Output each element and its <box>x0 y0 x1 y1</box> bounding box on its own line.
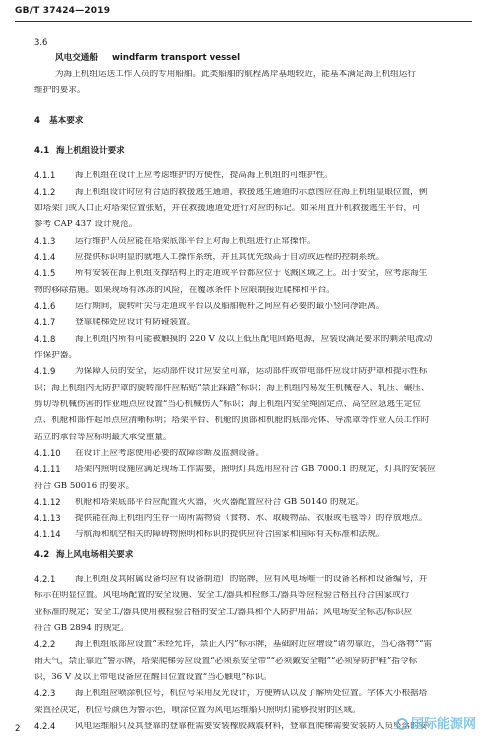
clause-text: 符合 GB 2894 的规定。 <box>34 624 129 633</box>
clause-text: 架直径决定，机位号颜色为警示色，喷涂位置为风电运维船只照明灯能够投射的区域。 <box>34 706 361 715</box>
clause-number: 4.1.10 <box>34 448 61 458</box>
clause-number: 4.1.12 <box>34 497 61 507</box>
clause-number: 4.1.5 <box>34 268 56 278</box>
term-title-zh: 风电交通船 <box>55 53 98 63</box>
section-number: 4 <box>34 116 40 126</box>
clause-text: 海上机组及其附属设备均应有设备制造厂的铭牌，应有风电场唯一的设备名称和设备编号，并 <box>75 575 428 584</box>
clause-number: 4.2.1 <box>34 574 56 584</box>
clause-number: 4.1.14 <box>34 529 61 539</box>
clause-text: 风电运维船只及其登靠的登靠桩需要安装橡胶减震材料，登靠直爬梯需要安装防人员坠落的安 <box>75 722 428 731</box>
clause-text: 物的移除措施。如果现场有冰冻的风险，在覆冰条件下应限制接近爬梯和平台。 <box>34 286 335 295</box>
clause-text: 业标准的规定；安全工/器具使用被检验合格的安全工/器具和个人防护用品；风电场安全标志/标识应 <box>34 608 413 617</box>
clause-number: 4.1.1 <box>34 170 56 180</box>
clause-text: 海上机组底部应设置“未经允许，禁止入内”标示牌，基础附近应增设“请勿靠近，当心落物”“雷 <box>75 640 433 649</box>
section-title: 海上机组设计要求 <box>56 146 125 156</box>
watermark-logo <box>396 718 476 731</box>
clause-text: 为保障人员的安全，运动部件设计应安全可靠，运动部件或带电部件应设计防护罩和提示性标 <box>75 367 428 376</box>
clause-text: 运行维护人员应能在塔架底部平台上对海上机组进行正常操作。 <box>75 237 316 246</box>
clause-number: 4.1.8 <box>34 334 56 344</box>
clause-text: 所有安装在海上机组支撑结构上的走道或平台都应位于飞溅区域之上。出于安全，应考虑海生 <box>75 269 428 278</box>
clause-number: 4.1.7 <box>34 317 56 327</box>
clause-text: 海上机组应喷涂机位号，机位号采用反光设计，方便辨认以及了解所处位置。字体大小根据塔 <box>75 689 428 698</box>
term-number: 3.6 <box>34 37 48 47</box>
clause-number: 4.1.11 <box>34 464 61 474</box>
clause-number: 4.1.13 <box>34 513 61 523</box>
clause-number: 4.2.4 <box>34 721 56 731</box>
clause-text: 运行期间，旋转叶尖与走道或平台以及船舶桅杆之间应有必要的最小竖向净距离。 <box>75 302 385 311</box>
clause-number: 4.2.3 <box>34 688 56 698</box>
clause-text: 符合 GB 50016 的要求。 <box>34 482 135 491</box>
clause-text: 识；海上机组内无防护罩的旋转部件应粘贴“禁止踩踏”标识；海上机组内易发生机械卷入、轧压、碾压、 <box>34 384 430 393</box>
clause-text: 如塔架门或人口正对塔架位置张贴，并在救援通道处进行对应的标记。如采用直升机救援逃生平台，可 <box>34 204 421 213</box>
clause-text: 海上机组设计时应有合适的救援逃生通道，救援逃生通道的示意图应在海上机组显眼位置，例 <box>75 188 428 197</box>
globe-icon <box>396 718 408 730</box>
clause-number: 4.2.2 <box>34 639 56 649</box>
section-title: 海上风电场相关要求 <box>56 550 134 560</box>
clause-text: 与航海和航空相关的障碍物照明和标识的提供应符合国家和国际有关标准和法规。 <box>75 530 385 539</box>
clause-number: 4.1.3 <box>34 236 56 246</box>
term-title-en: windfarm transport vessel <box>111 53 241 63</box>
clause-text: 识，36 V 及以上带电设备应在醒目位置设置“当心触电”标识。 <box>34 673 272 682</box>
standard-code-header: GB/T 37424—2019 <box>15 6 111 16</box>
clause-text: 参考 CAP 437 设计规范。 <box>34 220 138 229</box>
clause-text: 剪切等机械伤害的作业地点应设置“当心机械伤人”标识；海上机组内安全绳固定点、高空应急逃生定位 <box>34 400 421 409</box>
clause-number: 4.1.6 <box>34 301 56 311</box>
term-title <box>55 54 240 63</box>
clause-text: 海上机组内所有可能被触摸的 220 V 及以上低压配电回路电源，应装设满足要求的剩余电流动 <box>75 335 433 344</box>
page-number: 2 <box>15 724 21 734</box>
section-number: 4.1 <box>34 146 50 156</box>
clause-text: 应提供标识明显的就地人工操作系统，并且其优先级高于自动或远程的控制系统。 <box>75 253 385 262</box>
section-number: 4.2 <box>34 550 50 560</box>
clause-text: 标示在明显位置。风电场配置的安全设施、安全工/器具和检修工/器具等应检验合格且符合国家或行 <box>34 591 410 600</box>
clause-text: 提供能在海上机组内生存一周所需物资（食物、水、取暖物品、衣服或毛毯等）的存放地点。 <box>75 514 428 523</box>
clause-text: 海上机组在设计上应考虑维护的方便性，提高海上机组的可维护性。 <box>75 171 333 180</box>
clause-text: 站立的承台等应标明最大承受重量。 <box>34 433 172 442</box>
clause-text: 在设计上应考虑使用必要的故障诊断及监测设备。 <box>75 449 265 458</box>
watermark-text: 国际能源网 <box>410 717 476 732</box>
clause-text: 点、机舱和部件起吊点应清晰标明；塔架平台、机舱的顶部和机舱的底部壳体、导流罩等作业人员工作时 <box>34 416 430 425</box>
section-title: 基本要求 <box>49 116 84 126</box>
clause-number: 4.1.9 <box>34 366 56 376</box>
clause-text: 雨天气，禁止靠近”警示牌，塔架爬梯旁应设置“必须系安全带”“必须戴安全帽”“必须穿防护鞋”指令标 <box>34 657 418 666</box>
clause-text: 机舱和塔架底部平台应配置灭火器，灭火器配置应符合 GB 50140 的规定。 <box>75 498 365 507</box>
clause-number: 4.1.4 <box>34 252 56 262</box>
clause-text: 作保护器。 <box>34 351 77 360</box>
header-rule <box>15 21 472 22</box>
clause-text: 塔架内照明设施应满足现场工作需要，照明灯具选用应符合 GB 7000.1 的规定，灯具的安装应 <box>75 465 436 474</box>
clause-number: 4.1.2 <box>34 187 56 197</box>
clause-text: 登靠爬梯处应设计有防碰装置。 <box>75 318 196 327</box>
